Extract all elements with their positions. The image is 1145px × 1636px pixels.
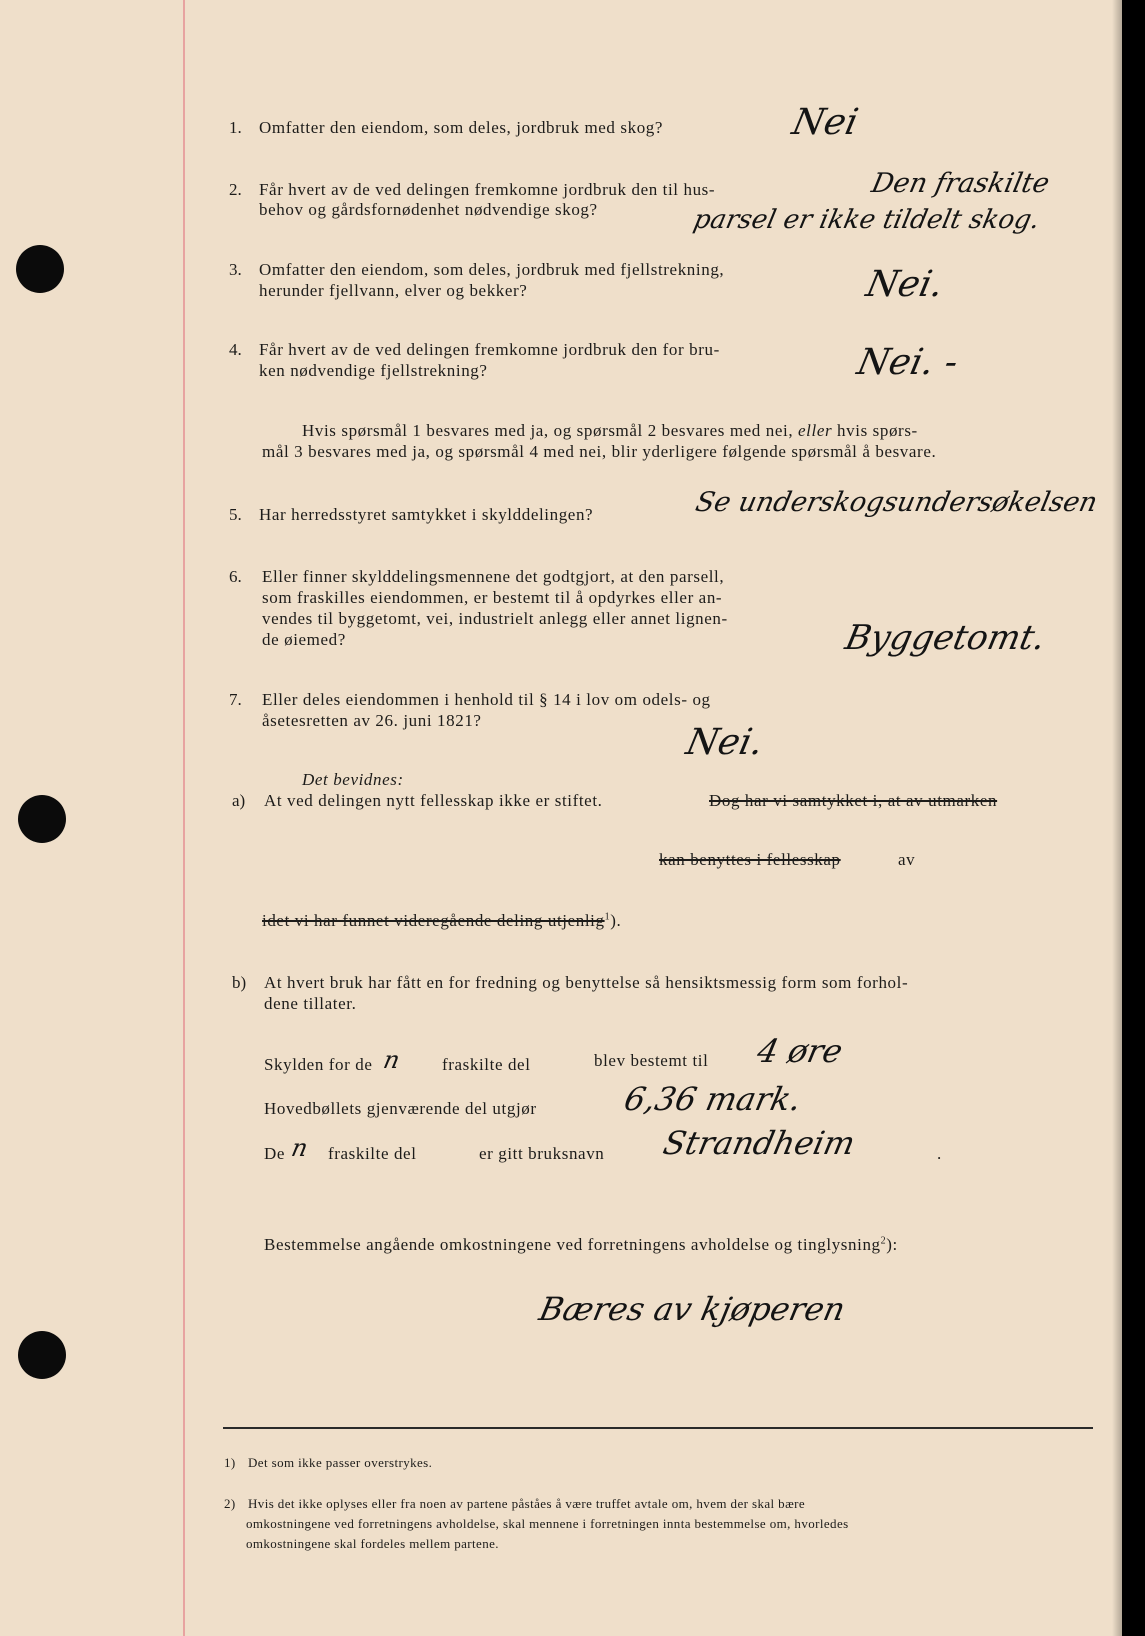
question-text: Eller finner skylddelingsmennene det godtgjort, at den parsell, (262, 567, 725, 586)
certified-a-av: av (898, 850, 916, 869)
struck-text: kan benyttes i fellesskap (659, 850, 841, 869)
question-text: Har herredsstyret samtykket i skylddelingen? (259, 505, 594, 524)
costs-label-text: Bestemmelse angående omkostningene ved forretningens avholdelse og tinglysning (264, 1235, 881, 1254)
question-number: 7. (229, 690, 242, 709)
navn-label: fraskilte del (328, 1144, 417, 1163)
certified-b-text: At hvert bruk har fått en for fredning og benyttelse så hensiktsmessig form som forhol- (264, 973, 909, 992)
item-label-b: b) (232, 973, 247, 992)
skyld-label: blev bestemt til (594, 1051, 709, 1070)
handwritten-fill: n (289, 1134, 311, 1162)
question-text: åsetesretten av 26. juni 1821? (262, 711, 482, 730)
item-label-a: a) (232, 791, 246, 810)
punch-hole (16, 245, 64, 293)
handwritten-answer: 6,36 mark. (620, 1080, 805, 1118)
footnote-divider (223, 1427, 1093, 1429)
instruction-part: hvis spørs- (837, 421, 918, 440)
question-text: Omfatter den eiendom, som deles, jordbruk med skog? (259, 118, 664, 137)
question-text: som fraskilles eiendommen, er bestemt til å opdyrkes eller an- (262, 588, 723, 607)
navn-label: er gitt bruksnavn (479, 1144, 605, 1163)
certified-heading: Det bevidnes: (302, 770, 404, 789)
handwritten-answer: Bæres av kjøperen (535, 1290, 849, 1328)
skyld-label: Skylden for de (264, 1055, 373, 1074)
question-number: 2. (229, 180, 242, 199)
certified-a-line3 (262, 911, 621, 931)
handwritten-fill: n (381, 1046, 403, 1074)
question-number: 6. (229, 567, 242, 586)
handwritten-answer: Nei. (682, 722, 768, 763)
instruction-line (302, 421, 918, 441)
handwritten-answer: 4 øre (753, 1032, 847, 1070)
punctuation: ): (886, 1235, 898, 1254)
footnote-mark: 2) (224, 1496, 236, 1511)
question-text: de øiemed? (262, 630, 346, 649)
question-text: Får hvert av de ved delingen fremkomne jordbruk den til hus- (259, 180, 716, 199)
handwritten-answer: Nei. (862, 264, 948, 305)
handwritten-answer: Nei (788, 102, 862, 143)
certified-b-text: dene tillater. (264, 994, 357, 1013)
punctuation: . (937, 1144, 942, 1163)
handwritten-answer: Se underskogsundersøkelsen (692, 487, 1101, 518)
question-text: behov og gårdsfornødenhet nødvendige skog? (259, 200, 598, 219)
question-text: Får hvert av de ved delingen fremkomne jordbruk den for bru- (259, 340, 720, 359)
handwritten-answer: parsel er ikke tildelt skog. (690, 205, 1043, 235)
instruction-emphasis: eller (798, 421, 833, 440)
question-text: herunder fjellvann, elver og bekker? (259, 281, 528, 300)
handwritten-answer: Den fraskilte (868, 168, 1053, 199)
struck-text: idet vi har funnet videregående deling utjenlig (262, 911, 605, 930)
footnote-2: omkostningene skal fordeles mellem partene. (246, 1536, 499, 1551)
skyld-label: fraskilte del (442, 1055, 531, 1074)
question-text: Omfatter den eiendom, som deles, jordbruk med fjellstrekning, (259, 260, 725, 279)
margin-line (183, 0, 185, 1636)
question-text: ken nødvendige fjellstrekning? (259, 361, 488, 380)
question-number: 5. (229, 505, 242, 524)
certified-a-text: At ved delingen nytt fellesskap ikke er stiftet. (264, 791, 603, 810)
struck-text: Dog har vi samtykket i, at av utmarken (709, 791, 998, 810)
handwritten-answer: Strandheim (659, 1124, 859, 1162)
question-text: vendes til byggetomt, vei, industrielt anlegg eller annet lignen- (262, 609, 728, 628)
instruction-line: mål 3 besvares med ja, og spørsmål 4 med nei, blir yderligere følgende spørsmål å besvare. (262, 442, 937, 461)
handwritten-answer: Nei. - (853, 342, 962, 383)
question-number: 1. (229, 118, 242, 137)
instruction-part: Hvis spørsmål 1 besvares med ja, og spørsmål 2 besvares med nei, (302, 421, 794, 440)
footnote-ref: 1 (604, 911, 611, 923)
question-number: 4. (229, 340, 242, 359)
punch-hole (18, 1331, 66, 1379)
navn-label: De (264, 1144, 286, 1163)
punch-hole (18, 795, 66, 843)
handwritten-answer: Byggetomt. (841, 618, 1049, 658)
footnote-1: Det som ikke passer overstrykes. (248, 1455, 433, 1470)
question-number: 3. (229, 260, 242, 279)
footnote-2: Hvis det ikke oplyses eller fra noen av partene påståes å være truffet avtale om, hvem der skal bære (248, 1496, 806, 1511)
hoved-label: Hovedbøllets gjenværende del utgjør (264, 1099, 537, 1118)
costs-label (264, 1235, 898, 1255)
punctuation: ). (610, 911, 622, 930)
footnote-ref: 2 (880, 1235, 887, 1247)
question-text: Eller deles eiendommen i henhold til § 14 i lov om odels- og (262, 690, 711, 709)
footnote-mark: 1) (224, 1455, 236, 1470)
footnote-2: omkostningene ved forretningens avholdelse, skal mennene i forretningen innta bestemmelse om, hvorledes (246, 1516, 849, 1531)
page-edge (1112, 0, 1122, 1636)
